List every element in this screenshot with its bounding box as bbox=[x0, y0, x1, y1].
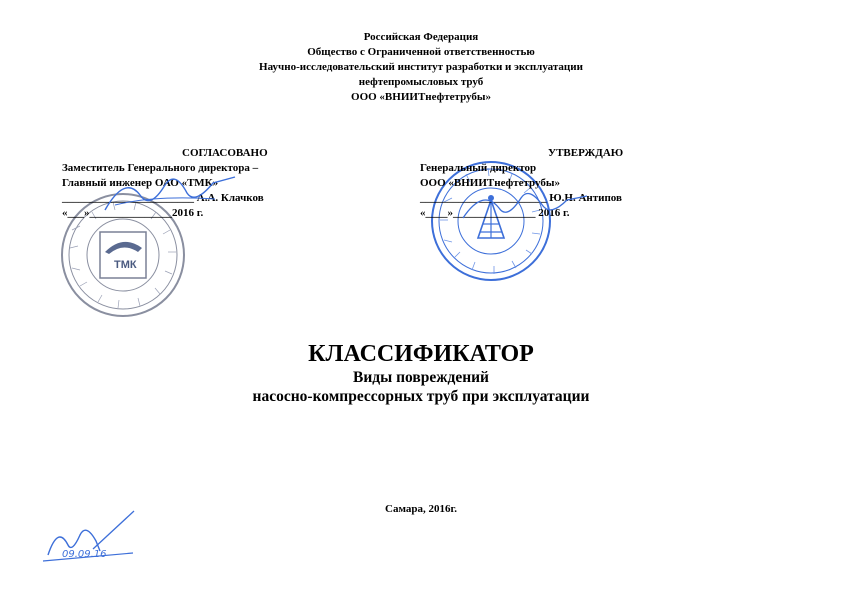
right-handwritten-signature bbox=[455, 180, 595, 230]
header-line-3: Научно-исследовательский институт разработки и эксплуатации bbox=[259, 61, 583, 73]
document-subtitle-2: насосно-компрессорных труб при эксплуатации bbox=[252, 388, 590, 405]
right-approval-date-line: «____»_______________ 2016 г. bbox=[420, 207, 570, 219]
header-org bbox=[0, 30, 842, 105]
bottom-initials-signature bbox=[38, 505, 138, 575]
left-approval-date-line: «___»_______________2016 г. bbox=[62, 207, 204, 219]
right-approval-signature-line: _______________________ Ю.Н. Антипов bbox=[420, 192, 622, 204]
right-approval-heading: УТВЕРЖДАЮ bbox=[548, 147, 624, 159]
document-subtitle-1: Виды повреждений bbox=[352, 369, 489, 386]
left-approval-position-2: Главный инженер ОАО «ТМК» bbox=[62, 177, 219, 189]
document-title-block bbox=[0, 340, 842, 406]
right-approval-position-2: ООО «ВНИИТнефтетрубы» bbox=[420, 177, 560, 189]
tmk-stamp-logo: ТМК bbox=[114, 259, 137, 271]
handwritten-date: 09.09.16 bbox=[62, 549, 107, 560]
city-year: Самара, 2016г. bbox=[385, 503, 457, 515]
document-title: КЛАССИФИКАТОР bbox=[308, 341, 534, 367]
header-line-2: Общество с Ограниченной ответственностью bbox=[307, 46, 535, 58]
left-approval-signature-line: ________________________ А.А. Клачков bbox=[62, 192, 264, 204]
left-handwritten-signature bbox=[95, 165, 245, 225]
left-approval-position-1: Заместитель Генерального директора – bbox=[62, 162, 259, 174]
header-line-5: ООО «ВНИИТнефтетрубы» bbox=[351, 91, 491, 103]
left-approval-heading: СОГЛАСОВАНО bbox=[182, 147, 268, 159]
header-line-1: Российская Федерация bbox=[363, 31, 479, 43]
header-line-4: нефтепромысловых труб bbox=[358, 76, 484, 88]
right-approval-position-1: Генеральный директор bbox=[420, 162, 537, 174]
